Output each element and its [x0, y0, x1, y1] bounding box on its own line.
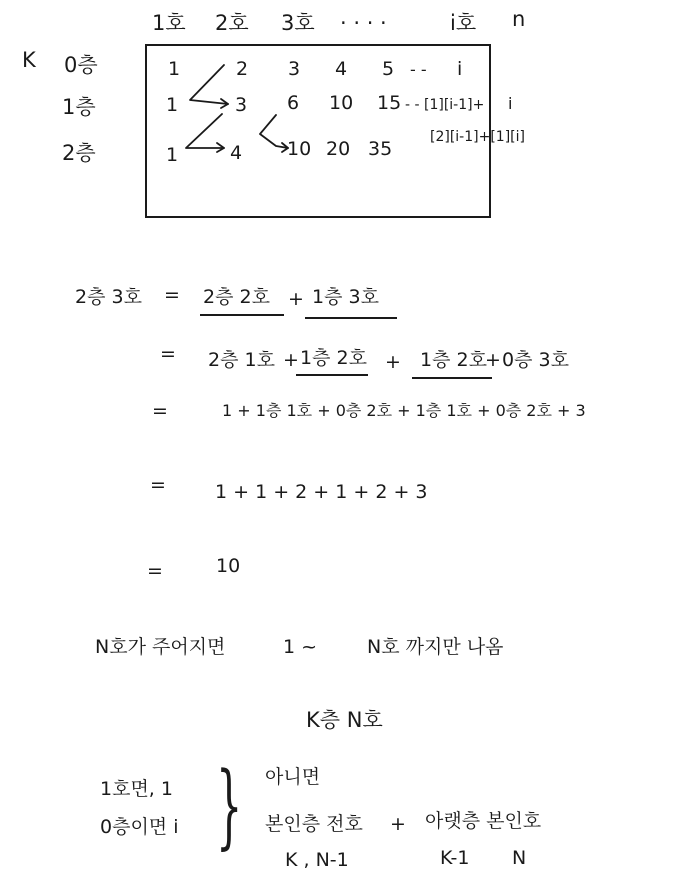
note-args-b: K-1 [440, 847, 470, 869]
cell-1-1: 1 [166, 94, 179, 116]
cell-2-4: 20 [326, 138, 351, 160]
deriv-eq-2: = [160, 343, 176, 365]
deriv-plus-1: + [288, 288, 304, 310]
cell-0-1: 1 [168, 58, 181, 80]
note-formula-b: 아랫층 본인호 [425, 810, 542, 832]
floor-label-0: 0층 [64, 53, 98, 77]
room-header-dots: · · · · [340, 11, 387, 35]
deriv-result: 10 [216, 555, 241, 577]
cell-1-4: 10 [329, 92, 354, 114]
note-case-2: 0층이면 i [100, 816, 179, 838]
cell-0-4: 4 [335, 58, 348, 80]
note-args-c: N [512, 847, 527, 869]
cell-1-2: 3 [235, 94, 248, 116]
deriv-term-1-2b: 1층 2호 [420, 349, 487, 371]
deriv-term-1-3: 1층 3호 [312, 286, 379, 308]
cell-1-5: 15 [377, 92, 402, 114]
deriv-plus-2a: + [283, 349, 299, 371]
underline-1-2b [412, 377, 492, 379]
cell-2-5: 35 [368, 138, 393, 160]
deriv-term-0-3: 0층 3호 [502, 349, 569, 371]
deriv-eq-3: = [152, 400, 168, 422]
deriv-line-3: 1 + 1층 1호 + 0층 2호 + 1층 1호 + 0층 2호 + 3 [222, 401, 586, 420]
deriv-line-4: 1 + 1 + 2 + 1 + 2 + 3 [215, 481, 428, 503]
cell-2-formula: [2][i-1]+[1][i] [430, 129, 525, 145]
cell-1-3: 6 [287, 92, 300, 114]
note-case-1: 1호면, 1 [100, 778, 173, 800]
floor-label-1: 1층 [62, 95, 96, 119]
deriv-term-1-2a: 1층 2호 [300, 347, 367, 369]
cell-0-i: i [457, 58, 463, 80]
note-target: K층 N호 [306, 708, 383, 732]
cell-1-formula: - - [1][i-1]+ [405, 97, 485, 113]
floor-k-label: K [22, 48, 36, 72]
deriv-eq-4: = [150, 474, 166, 496]
room-header-i: i호 [450, 11, 477, 35]
cell-0-2: 2 [236, 58, 249, 80]
note-formula-plus: + [390, 813, 406, 835]
deriv-eq-1: = [164, 284, 180, 306]
deriv-lhs: 2층 3호 [75, 286, 142, 308]
note-range-end: N호 까지만 나옴 [367, 636, 504, 658]
cell-2-1: 1 [166, 144, 179, 166]
cell-0-3: 3 [288, 58, 301, 80]
deriv-plus-2b: + [385, 351, 401, 373]
cell-0-5: 5 [382, 58, 395, 80]
room-header-n: n [512, 7, 526, 31]
deriv-plus-2c: + [485, 349, 501, 371]
floor-label-2: 2층 [62, 141, 96, 165]
room-header-3: 3호 [281, 11, 315, 35]
cell-2-3: 10 [287, 138, 312, 160]
room-header-1: 1호 [152, 11, 186, 35]
cell-0-dots: - - [410, 60, 427, 79]
note-range: 1 ~ [283, 636, 318, 658]
deriv-eq-5: = [147, 560, 163, 582]
deriv-term-2-1: 2층 1호 [208, 349, 275, 371]
underline-1-2a [296, 374, 368, 376]
cell-1-i: i [508, 94, 513, 113]
note-else: 아니면 [265, 766, 321, 788]
note-args-a: K , N-1 [285, 849, 349, 871]
note-formula-a: 본인층 전호 [265, 813, 363, 835]
cell-2-2: 4 [230, 142, 243, 164]
note-given: N호가 주어지면 [95, 636, 226, 658]
underline-1-3 [305, 317, 397, 319]
case-brace: } [216, 752, 243, 859]
underline-2-2 [200, 314, 284, 316]
room-header-2: 2호 [215, 11, 249, 35]
deriv-term-2-2: 2층 2호 [203, 286, 270, 308]
